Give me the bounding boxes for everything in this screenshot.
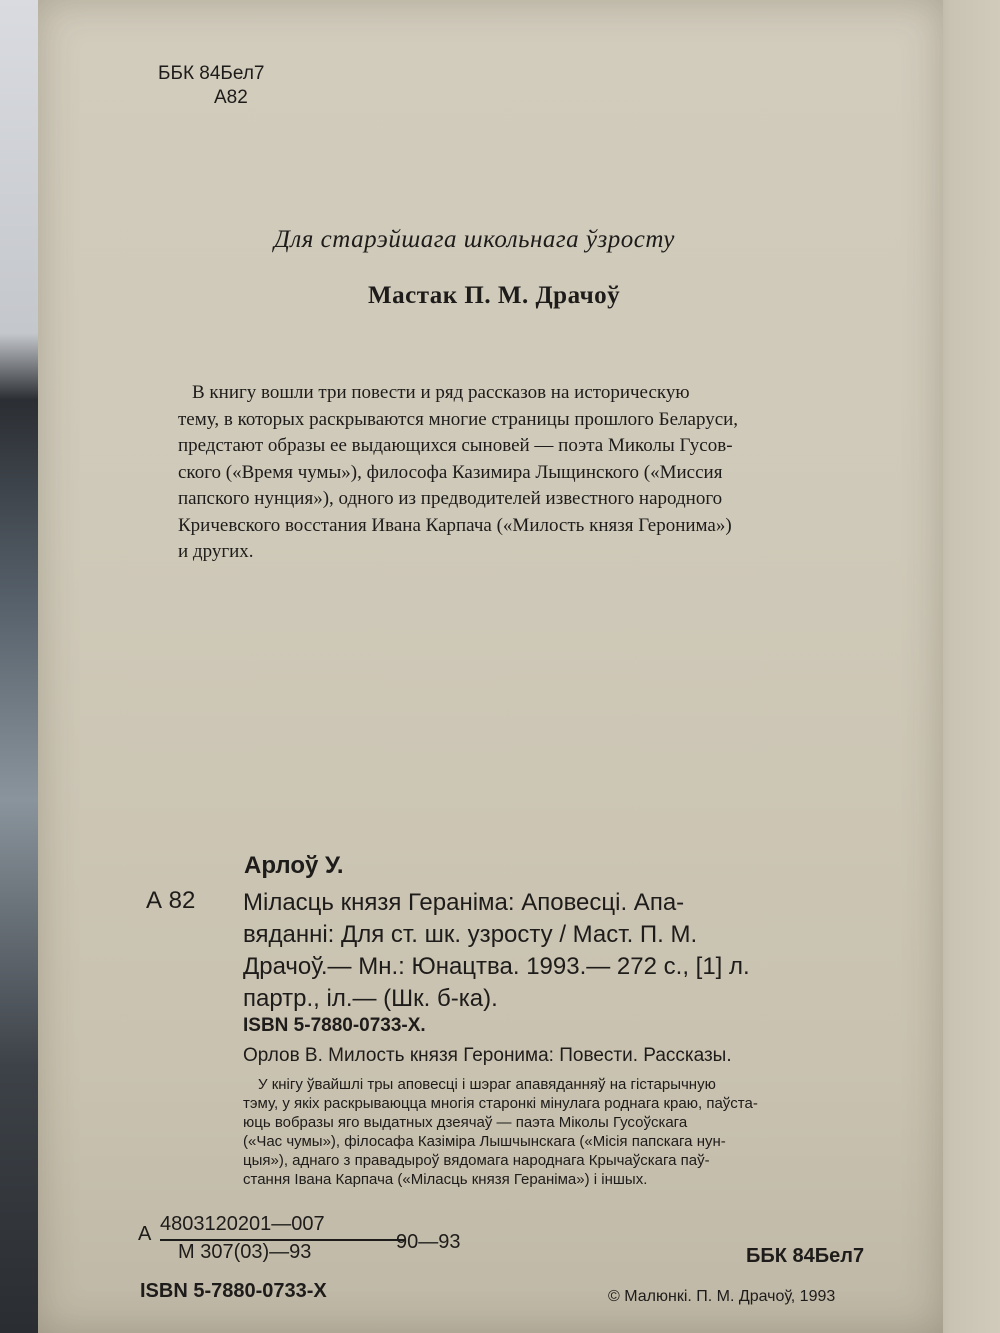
catalog-code: А 82 <box>146 887 196 914</box>
catalog-author: Арлоў У. <box>244 852 344 879</box>
catalog-line: вяданні: Для ст. шк. узросту / Маст. П. М. <box>243 921 698 948</box>
summary-line: цыя»), аднаго з правадыроў вядомага народнага Крычаўскага паў- <box>243 1152 710 1169</box>
imprint-number-bottom: М 307(03)—93 <box>178 1241 312 1263</box>
catalog-summary <box>243 1075 758 1189</box>
catalog-description <box>243 887 750 1015</box>
annotation-line: папского нунция»), одного из предводителей известного народного <box>178 488 723 509</box>
catalog-line: партр., іл.— (Шк. б-ка). <box>243 985 498 1012</box>
annotation-line: Кричевского восстания Ивана Карпача («Милость князя Геронима») <box>178 514 732 536</box>
copyright: © Малюнкі. П. М. Драчоў, 1993 <box>608 1288 836 1305</box>
artist-credit: Мастак П. М. Драчоў <box>368 282 621 309</box>
annotation-line: тему, в которых раскрываются многие страницы прошлого Беларуси, <box>178 408 739 430</box>
annotation-line: и других. <box>178 541 254 562</box>
catalog-russian-title: Орлов В. Милость князя Геронима: Повести. Рассказы. <box>243 1045 732 1066</box>
age-note: Для старэйшага школьнага ўзросту <box>274 226 675 253</box>
catalog-line: Драчоў.— Мн.: Юнацтва. 1993.— 272 с., [1] л. <box>243 953 750 980</box>
imprint-number-top: 4803120201—007 <box>160 1213 325 1235</box>
catalog-isbn: ISBN 5-7880-0733-Х. <box>243 1015 426 1036</box>
book-page <box>38 0 943 1333</box>
author-mark: А82 <box>214 87 248 108</box>
bbk-code-top <box>158 62 264 110</box>
annotation-line: ского («Время чумы»), философа Казимира Лыщинского («Миссия <box>178 461 723 483</box>
imprint-years: 90—93 <box>396 1231 461 1253</box>
summary-line: У кнігу ўвайшлі тры аповесці і шэраг апавяданняў на гістарычную <box>258 1076 716 1093</box>
bbk-code-line: ББК 84Бел7 <box>158 63 265 84</box>
bbk-code-bottom: ББК 84Бел7 <box>746 1245 865 1267</box>
summary-line: юць вобразы яго выдатных дзеячаў — паэта Міколы Гусоўскага <box>243 1114 688 1131</box>
summary-line: тэму, у якіх раскрываюцца многія старонкі мінулага роднага краю, паўста- <box>243 1095 758 1112</box>
annotation-line: В книгу вошли три повести и ряд рассказов на историческую <box>192 382 690 403</box>
catalog-line: Міласць князя Гераніма: Аповесці. Апа- <box>243 889 685 916</box>
annotation-line: предстают образы ее выдающихся сыновей — поэта Миколы Гусов- <box>178 435 733 456</box>
isbn-bottom: ISBN 5-7880-0733-Х <box>140 1280 327 1302</box>
annotation <box>178 380 738 566</box>
summary-line: стання Івана Карпача («Міласць князя Гераніма») і іншых. <box>243 1171 648 1188</box>
summary-line: («Час чумы»), філосафа Казіміра Лышчынскага («Місія папскага нун- <box>243 1133 726 1150</box>
imprint-letter: А <box>138 1223 152 1245</box>
